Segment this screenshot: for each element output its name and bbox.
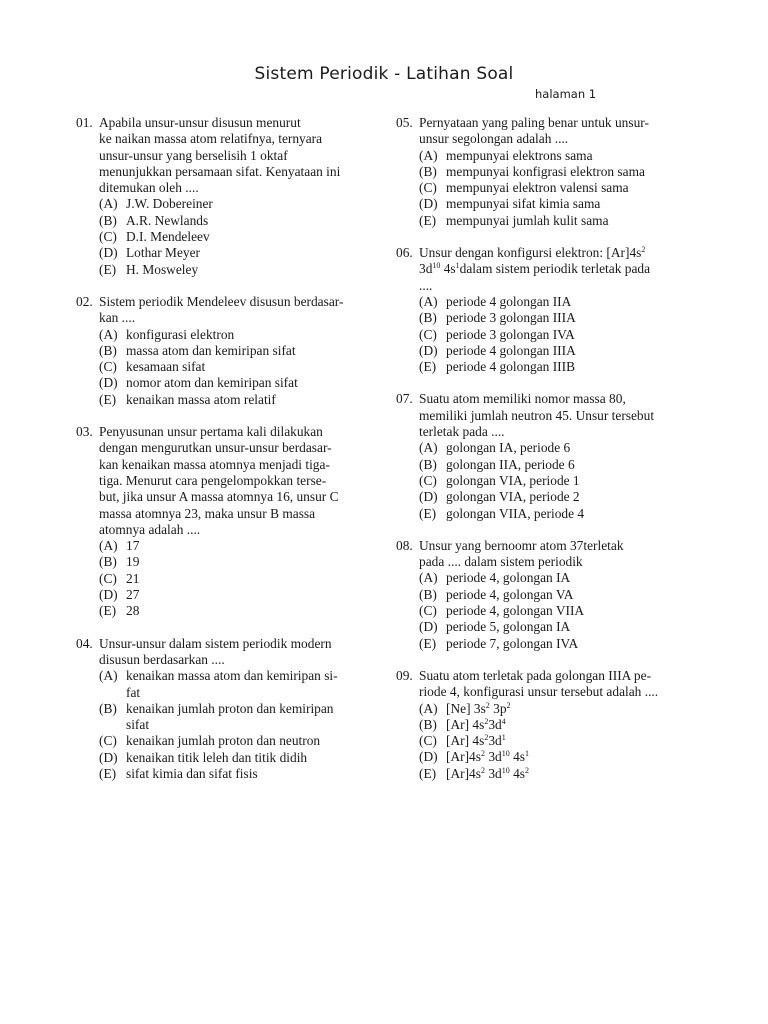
question-stem-line (419, 245, 696, 261)
option-label: (C) (99, 733, 117, 749)
option-label: (D) (419, 196, 438, 212)
option-label: (A) (419, 440, 438, 456)
question-number: 09. (396, 667, 413, 683)
superscript: 2 (484, 733, 489, 743)
option-label: (A) (419, 293, 438, 309)
question-stem-line: memiliki jumlah neutron 45. Unsur tersebut (419, 407, 655, 423)
option-text: mempunyai sifat kimia sama (446, 196, 601, 212)
answer-option[interactable] (419, 636, 696, 652)
answer-option[interactable] (99, 196, 376, 212)
answer-option[interactable] (419, 440, 696, 456)
right-column (396, 115, 696, 782)
option-label: (C) (99, 570, 117, 586)
option-label: (E) (99, 391, 117, 407)
answer-option[interactable] (99, 701, 376, 734)
question-2 (76, 294, 376, 408)
question-number: 01. (76, 115, 93, 130)
option-text: J.W. Dobereiner (126, 196, 213, 212)
answer-option[interactable] (99, 343, 376, 359)
option-label: (E) (99, 765, 117, 781)
superscript: 10 (432, 261, 441, 271)
answer-option[interactable] (419, 766, 696, 782)
question-stem-line: menunjukkan persamaan sifat. Kenyataan ini (99, 163, 341, 179)
answer-option[interactable] (419, 733, 696, 749)
answer-option[interactable] (419, 619, 696, 635)
option-text: 17 (126, 538, 140, 554)
answer-option[interactable] (99, 668, 376, 701)
answer-option[interactable] (419, 180, 696, 196)
page-number: halaman 1 (535, 87, 597, 101)
answer-option[interactable] (99, 571, 376, 587)
option-text-line: sifat (126, 717, 150, 733)
option-text: golongan VIA, periode 1 (446, 472, 580, 488)
option-label: (E) (99, 603, 117, 619)
option-label: (D) (99, 245, 118, 261)
question-stem-line: Suatu atom terletak pada golongan IIIA pe- (419, 667, 652, 683)
question-stem-line: terletak pada .... (419, 424, 505, 440)
question-7 (396, 391, 696, 521)
question-stem-line: ditemukan oleh .... (99, 180, 199, 196)
option-label: (B) (99, 554, 117, 570)
option-text: nomor atom dan kemiripan sifat (126, 375, 298, 391)
answer-option[interactable] (419, 570, 696, 586)
superscript: 4 (501, 716, 506, 726)
formula-part: [Ar] 4s (446, 716, 485, 732)
answer-option[interactable] (419, 148, 696, 164)
superscript: 2 (506, 700, 511, 710)
formula-part: 3d (484, 765, 502, 781)
question-stem-line: pada .... dalam sistem periodik (419, 554, 583, 570)
option-text: periode 4 golongan IIIB (446, 359, 576, 375)
page-title: Sistem Periodik - Latihan Soal (254, 64, 514, 84)
option-label: (D) (99, 587, 118, 603)
question-stem-line: disusun berdasarkan .... (99, 651, 225, 667)
option-text (446, 717, 696, 733)
question-stem-line: unsur-unsur yang berselisih 1 oktaf (99, 147, 288, 163)
option-label: (C) (99, 359, 117, 375)
answer-option[interactable] (99, 213, 376, 229)
option-label: (B) (419, 716, 437, 732)
superscript: 1 (455, 261, 460, 271)
option-text: konfigurasi elektron (126, 326, 235, 342)
option-text (126, 668, 376, 701)
question-3 (76, 424, 376, 620)
option-text: massa atom dan kemiripan sifat (126, 342, 296, 358)
answer-option[interactable] (419, 310, 696, 326)
stem-text: Unsur dengan konfigursi elektron: [Ar]4s (419, 245, 642, 261)
answer-option[interactable] (419, 164, 696, 180)
formula-part: 3d (488, 716, 502, 732)
answer-option[interactable] (419, 343, 696, 359)
question-stem-line: Sistem periodik Mendeleev disusun berdasar- (99, 293, 344, 309)
answer-option[interactable] (419, 196, 696, 212)
option-label: (A) (419, 147, 438, 163)
answer-option[interactable] (99, 766, 376, 782)
superscript: 2 (480, 765, 485, 775)
option-text: kenaikan titik leleh dan titik didih (126, 749, 308, 765)
option-text: periode 5, golongan IA (446, 619, 571, 635)
option-label: (B) (99, 342, 117, 358)
question-6 (396, 245, 696, 375)
formula-part: 3d (488, 733, 502, 749)
option-text (446, 701, 696, 717)
option-text: kenaikan jumlah proton dan neutron (126, 733, 321, 749)
option-label: (A) (99, 538, 118, 554)
stem-text: 4s (440, 261, 456, 277)
option-label: (C) (99, 229, 117, 245)
option-text: golongan IIA, periode 6 (446, 456, 575, 472)
option-text (126, 701, 376, 734)
option-label: (A) (99, 326, 118, 342)
answer-option[interactable] (99, 554, 376, 570)
option-text: mempunyai elektrons sama (446, 147, 593, 163)
option-text: periode 3 golongan IVA (446, 326, 575, 342)
option-label: (D) (99, 375, 118, 391)
question-stem-line: Unsur-unsur dalam sistem periodik modern (99, 635, 332, 651)
option-label: (D) (419, 749, 438, 765)
option-label: (C) (419, 733, 437, 749)
option-text: 28 (126, 603, 140, 619)
answer-option[interactable] (419, 717, 696, 733)
option-text-line: fat (126, 684, 141, 700)
answer-option[interactable] (99, 262, 376, 278)
option-text: periode 7, golongan IVA (446, 635, 579, 651)
option-label: (B) (419, 163, 437, 179)
option-text-line: kenaikan massa atom dan kemiripan si- (126, 668, 338, 684)
option-text (446, 733, 696, 749)
answer-option[interactable] (99, 733, 376, 749)
question-number: 06. (396, 245, 413, 261)
answer-option[interactable] (419, 327, 696, 343)
option-text: periode 4 golongan IIA (446, 293, 572, 309)
formula-part: [Ne] 3s (446, 700, 486, 716)
question-5 (396, 115, 696, 229)
question-number: 03. (76, 424, 93, 440)
answer-option[interactable] (99, 603, 376, 619)
answer-option[interactable] (419, 603, 696, 619)
option-text: sifat kimia dan sifat fisis (126, 765, 258, 781)
answer-option[interactable] (419, 701, 696, 717)
question-number: 02. (76, 293, 93, 309)
superscript: 1 (524, 749, 529, 759)
question-stem-line: Pernyataan yang paling benar untuk unsur- (419, 115, 649, 130)
answer-option[interactable] (419, 457, 696, 473)
option-label: (C) (419, 180, 437, 196)
question-stem-line: massa atomnya 23, maka unsur B massa (99, 505, 316, 521)
answer-option[interactable] (419, 294, 696, 310)
option-text: H. Mosweley (126, 261, 199, 277)
question-stem-line: kan .... (99, 310, 136, 326)
option-text: mempunyai jumlah kulit sama (446, 212, 609, 228)
option-text: 21 (126, 570, 140, 586)
option-text: mempunyai elektron valensi sama (446, 180, 629, 196)
option-text: Lothar Meyer (126, 245, 200, 261)
superscript: 10 (501, 765, 510, 775)
superscript: 2 (484, 716, 489, 726)
option-label: (B) (419, 456, 437, 472)
option-text: periode 3 golongan IIIA (446, 310, 576, 326)
option-text (446, 766, 696, 782)
question-number: 07. (396, 391, 413, 407)
superscript: 1 (501, 733, 506, 743)
question-8 (396, 538, 696, 652)
answer-option[interactable] (419, 359, 696, 375)
answer-option[interactable] (99, 375, 376, 391)
formula-part: 3d (484, 749, 502, 765)
option-label: (A) (419, 570, 438, 586)
question-stem-line: but, jika unsur A massa atomnya 16, unsur C (99, 489, 339, 505)
option-label: (C) (419, 472, 437, 488)
option-text: periode 4, golongan VA (446, 586, 574, 602)
option-label: (E) (99, 261, 117, 277)
formula-part: 3p (489, 700, 507, 716)
question-stem-line: kan kenaikan massa atomnya menjadi tiga- (99, 456, 330, 472)
question-stem-line: Apabila unsur-unsur disusun menurut (99, 115, 301, 130)
option-label: (E) (419, 635, 437, 651)
question-4 (76, 636, 376, 783)
question-stem-line: dengan mengurutkan unsur-unsur berdasar- (99, 440, 332, 456)
question-stem-line: unsur segolongan adalah .... (419, 131, 569, 147)
answer-option[interactable] (419, 749, 696, 765)
answer-option[interactable] (419, 473, 696, 489)
question-stem-line: .... (419, 277, 433, 293)
option-text: periode 4 golongan IIIA (446, 342, 576, 358)
option-text: 19 (126, 554, 140, 570)
answer-option[interactable] (419, 587, 696, 603)
question-number: 05. (396, 115, 413, 130)
option-text: A.R. Newlands (126, 212, 209, 228)
stem-text: dalam sistem periodik terletak pada (459, 261, 651, 277)
option-label: (D) (419, 619, 438, 635)
formula-part: [Ar]4s (446, 749, 481, 765)
answer-option[interactable] (419, 213, 696, 229)
answer-option[interactable] (99, 538, 376, 554)
formula-part: 4s (509, 749, 525, 765)
option-label: (A) (99, 668, 118, 684)
answer-option[interactable] (99, 327, 376, 343)
option-text: golongan VIA, periode 2 (446, 489, 580, 505)
option-text: golongan VIIA, periode 4 (446, 505, 585, 521)
formula-part: [Ar] 4s (446, 733, 485, 749)
option-text: periode 4, golongan IA (446, 570, 571, 586)
question-stem-line: Suatu atom memiliki nomor massa 80, (419, 391, 626, 407)
option-label: (B) (99, 212, 117, 228)
option-label: (B) (99, 700, 117, 716)
option-text: kesamaan sifat (126, 359, 206, 375)
option-text: mempunyai konfigrasi elektron sama (446, 163, 645, 179)
option-text: D.I. Mendeleev (126, 229, 210, 245)
answer-option[interactable] (99, 229, 376, 245)
stem-text: 3d (419, 261, 433, 277)
formula-part: [Ar]4s (446, 765, 481, 781)
option-label: (A) (99, 196, 118, 212)
answer-option[interactable] (419, 506, 696, 522)
option-label: (E) (419, 359, 437, 375)
option-label: (B) (419, 310, 437, 326)
question-stem-line: Penyusunan unsur pertama kali dilakukan (99, 424, 323, 440)
question-stem-line: atomnya adalah .... (99, 521, 201, 537)
answer-option[interactable] (99, 359, 376, 375)
superscript: 10 (501, 749, 510, 759)
question-stem-line: ke naikan massa atom relatifnya, ternyara (99, 131, 323, 147)
option-label: (D) (99, 749, 118, 765)
answer-option[interactable] (99, 587, 376, 603)
answer-option[interactable] (99, 392, 376, 408)
option-label: (E) (419, 505, 437, 521)
option-text: kenaikan massa atom relatif (126, 391, 276, 407)
option-label: (D) (419, 342, 438, 358)
question-9 (396, 668, 696, 782)
superscript: 2 (485, 700, 490, 710)
option-text (446, 749, 696, 765)
question-stem-line: Unsur yang bernoomr atom 37terletak (419, 537, 624, 553)
option-text-line: kenaikan jumlah proton dan kemiripan (126, 700, 334, 716)
option-text: 27 (126, 587, 140, 603)
question-stem-line (419, 261, 696, 277)
option-label: (D) (419, 489, 438, 505)
option-label: (C) (419, 326, 437, 342)
superscript: 2 (524, 765, 529, 775)
question-number: 08. (396, 537, 413, 553)
option-text: periode 4, golongan VIIA (446, 603, 585, 619)
question-stem-line: riode 4, konfigurasi unsur tersebut adalah .... (419, 684, 659, 700)
option-label: (B) (419, 586, 437, 602)
option-label: (A) (419, 700, 438, 716)
question-stem-line: tiga. Menurut cara pengelompokkan terse- (99, 472, 327, 488)
superscript: 2 (641, 245, 646, 255)
option-label: (E) (419, 212, 437, 228)
left-column (76, 115, 376, 782)
option-label: (C) (419, 603, 437, 619)
option-text: golongan IA, periode 6 (446, 440, 571, 456)
answer-option[interactable] (99, 750, 376, 766)
answer-option[interactable] (419, 489, 696, 505)
superscript: 2 (480, 749, 485, 759)
formula-part: 4s (509, 765, 525, 781)
option-label: (E) (419, 765, 437, 781)
answer-option[interactable] (99, 245, 376, 261)
question-1 (76, 115, 376, 278)
question-number: 04. (76, 635, 93, 651)
